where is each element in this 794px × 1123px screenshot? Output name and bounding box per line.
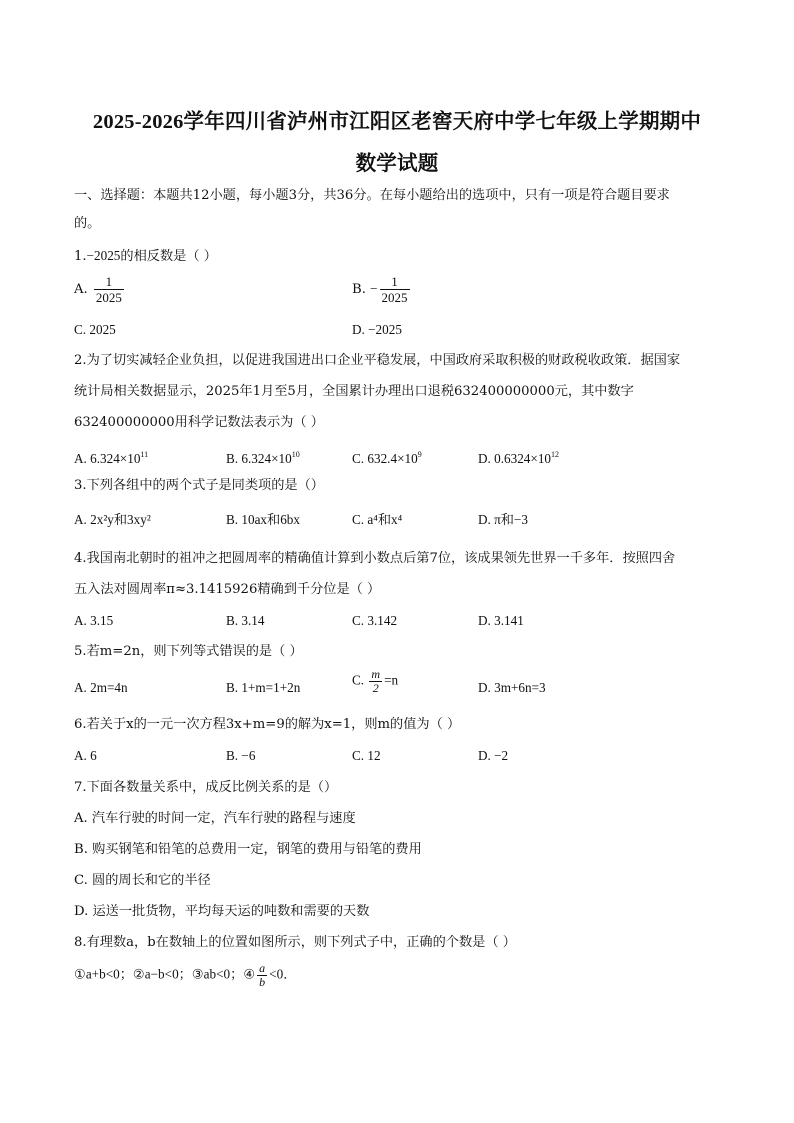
question-4-line1: 4.我国南北朝时的祖冲之把圆周率的精确值计算到小数点后第7位，该成果领先世界一千多年．按照四舍: [74, 551, 676, 566]
statements-text-end: <0．: [269, 966, 297, 982]
option-value: 632.4×10: [367, 451, 418, 466]
question-3-option-d[interactable]: [478, 510, 528, 530]
option-label: C.: [352, 672, 365, 688]
question-2-option-c[interactable]: [352, 445, 422, 469]
fraction-denominator: 2025: [381, 290, 408, 305]
question-5-option-c[interactable]: [352, 668, 398, 695]
question-1-stem: [74, 246, 217, 267]
fraction: [369, 668, 382, 695]
exam-title-line1: 2025-2026学年四川省泸州市江阳区老窖天府中学七年级上学期期中: [92, 111, 702, 133]
option-label: A.: [74, 680, 87, 695]
option-value: 1+m=1+2n: [241, 680, 301, 695]
question-5-option-a[interactable]: [74, 678, 128, 698]
fraction: [380, 274, 410, 305]
option-value: π和−3: [494, 512, 529, 527]
exponent: 10: [291, 450, 300, 459]
section-intro-line1: 一、选择题：本题共12小题，每小题3分，共36分。在每小题给出的选项中，只有一项是符合题目要求: [74, 188, 670, 203]
question-3-option-b[interactable]: [226, 510, 300, 530]
minus-sign: −: [370, 281, 378, 296]
fraction-denominator: 2: [372, 681, 379, 695]
question-5-option-d[interactable]: [478, 678, 546, 698]
statements-text: ①a+b<0；②a−b<0；③ab<0；④: [74, 966, 256, 982]
question-8-statements: [74, 962, 296, 989]
question-6-option-b[interactable]: B. −6: [226, 748, 256, 763]
option-value: 6.324×10: [90, 451, 141, 466]
option-label: C.: [352, 451, 365, 466]
question-2-line2: 统计局相关数据显示，2025年1月至5月，全国累计办理出口退税632400000000元，其中数字: [74, 384, 634, 399]
option-label: D.: [478, 451, 491, 466]
option-label: B.: [226, 512, 239, 527]
question-4-option-c[interactable]: C. 3.142: [352, 613, 398, 628]
question-7-option-b[interactable]: B. 购买钢笔和铅笔的总费用一定，钢笔的费用与铅笔的费用: [74, 842, 422, 857]
question-6-option-d[interactable]: D. −2: [478, 748, 509, 763]
question-2-line1: 2.为了切实减轻企业负担，以促进我国进出口企业平稳发展，中国政府采取积极的财政税收政策．据国家: [74, 353, 681, 368]
question-2-option-a[interactable]: [74, 445, 148, 469]
fraction: [94, 274, 124, 305]
fraction-numerator: 1: [380, 274, 410, 290]
question-6-stem: 6.若关于x的一元一次方程3x+m=9的解为x=1，则m的值为（ ）: [74, 717, 461, 732]
question-3-option-c[interactable]: [352, 510, 402, 530]
option-label: B.: [226, 680, 239, 695]
option-label: D.: [478, 680, 491, 695]
question-1-option-c[interactable]: C. 2025: [74, 322, 116, 337]
question-4-option-d[interactable]: D. 3.141: [478, 613, 524, 628]
fraction-denominator: b: [259, 975, 266, 989]
question-7-option-a[interactable]: A. 汽车行驶的时间一定，汽车行驶的路程与速度: [74, 811, 356, 826]
question-1-number: 1.: [74, 249, 87, 264]
question-2-option-d[interactable]: [478, 445, 559, 469]
question-1-option-d[interactable]: D. −2025: [352, 322, 402, 337]
option-value: 2x²y和3xy²: [90, 512, 151, 527]
question-7-option-c[interactable]: C. 圆的周长和它的半径: [74, 873, 211, 888]
fraction: [257, 962, 267, 989]
question-5-option-b[interactable]: [226, 678, 300, 698]
fraction-denominator: 2025: [95, 290, 122, 305]
exponent: 12: [551, 450, 560, 459]
option-value: 2m=4n: [90, 680, 128, 695]
question-3-option-a[interactable]: [74, 510, 151, 530]
option-label: A.: [74, 512, 87, 527]
question-6-option-a[interactable]: A. 6: [74, 748, 97, 763]
fraction-numerator: a: [259, 961, 266, 975]
option-value: 10ax和6bx: [241, 512, 300, 527]
question-2-option-b[interactable]: [226, 445, 300, 469]
option-label: A.: [74, 451, 87, 466]
fraction-numerator: 1: [94, 274, 124, 290]
section-intro-line2: 的。: [74, 216, 101, 231]
question-1-option-a[interactable]: [74, 274, 126, 305]
question-6-option-c[interactable]: C. 12: [352, 748, 381, 763]
option-label: D.: [478, 512, 491, 527]
question-1-text: 的相反数是（ ）: [120, 249, 217, 264]
option-value: =n: [384, 672, 399, 688]
question-2-line3: 632400000000用科学记数法表示为（ ）: [74, 415, 324, 430]
option-label: B.: [226, 451, 239, 466]
question-1-option-b[interactable]: [352, 274, 412, 305]
question-7-stem: 7.下面各数量关系中，成反比例关系的是（）: [74, 780, 338, 795]
question-4-line2: 五入法对圆周率π≈3.1415926精确到千分位是（ ）: [74, 582, 381, 597]
option-value: 0.6324×10: [494, 451, 552, 466]
option-value: a⁴和x⁴: [367, 512, 403, 527]
exponent: 11: [140, 450, 149, 459]
option-value: 6.324×10: [241, 451, 292, 466]
question-5-stem: 5.若m=2n，则下列等式错误的是（ ）: [74, 644, 303, 659]
question-8-stem: 8.有理数a，b在数轴上的位置如图所示，则下列式子中，正确的个数是（ ）: [74, 935, 516, 950]
question-1-value: −2025: [86, 248, 121, 263]
question-7-option-d[interactable]: D. 运送一批货物，平均每天运的吨数和需要的天数: [74, 904, 370, 919]
question-4-option-a[interactable]: A. 3.15: [74, 613, 114, 628]
fraction-numerator: m: [371, 667, 381, 681]
option-label: A.: [74, 282, 88, 297]
option-value: 3m+6n=3: [494, 680, 546, 695]
exam-title-line2: 数学试题: [355, 153, 439, 175]
option-label: C.: [352, 512, 365, 527]
question-3-stem: 3.下列各组中的两个式子是同类项的是（）: [74, 478, 324, 493]
question-4-option-b[interactable]: B. 3.14: [226, 613, 265, 628]
exponent: 9: [417, 450, 422, 459]
option-label: B.: [352, 282, 366, 297]
